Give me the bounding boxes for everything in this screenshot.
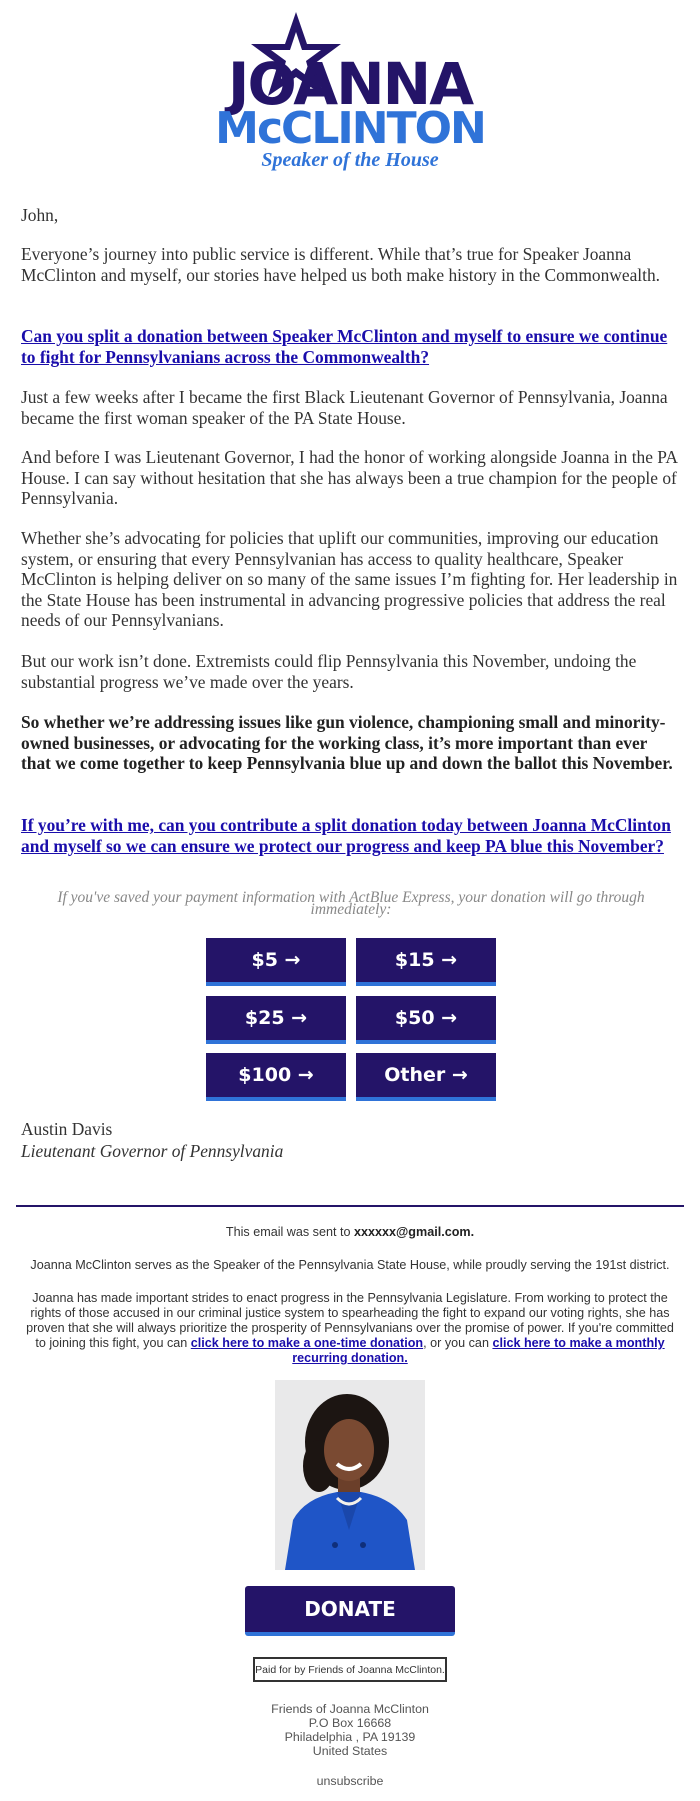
- donate-50-button[interactable]: $50 →: [356, 996, 496, 1044]
- paragraph-intro: Everyone’s journey into public service is different. While that’s true for Speaker Joanna McClinton and myself, our stories have helped us both make history in the Commonwealth.: [21, 244, 661, 285]
- logo-line2: McCLINTON: [215, 103, 485, 154]
- paragraph-history: Just a few weeks after I became the first Black Lieutenant Governor of Pennsylvania, Joanna became the first woman speaker of the PA State House.: [21, 387, 668, 428]
- paragraph-bold-appeal: So whether we’re addressing issues like gun violence, championing small and minority-owned businesses, or advocating for the working class, it’s more important than ever that we come together to keep Pennsylvania blue up and down the ballot this November.: [21, 712, 673, 773]
- strides-text: Joanna has made important strides to enact progress in the Pennsylvania Legislature. From working to protect the rights of those accused in our criminal justice system to spearheading the fight to expand our voting rights, she has proven that she will always prioritize the prosperity of Pennsylvanians over the promise of power. If you're committed to joining this fight, you can: [26, 1291, 674, 1350]
- paragraph-house: And before I was Lieutenant Governor, I had the honor of working alongside Joanna in the PA House. I can say without hesitation that she has always been a true champion for the people of Pennsylvania.: [21, 447, 677, 508]
- donation-link-paragraph-2: [21, 815, 681, 856]
- donate-100-button[interactable]: $100 →: [206, 1053, 346, 1101]
- footer-divider: [16, 1205, 684, 1207]
- actblue-express-note: If you've saved your payment information with ActBlue Express, your donation will go through immediately:: [57, 889, 645, 918]
- split-donation-link-2[interactable]: If you’re with me, can you contribute a split donation today between Joanna McClinton and myself so we can ensure we protect our progress and keep PA blue this November?: [21, 815, 671, 856]
- address-line-pobox: P.O Box 16668: [308, 1716, 392, 1730]
- address-line-country: United States: [312, 1744, 388, 1758]
- unsubscribe-link[interactable]: unsubscribe: [316, 1774, 384, 1788]
- logo-line1: JOANNA: [227, 50, 473, 118]
- monthly-donation-link[interactable]: click here to make a monthly recurring donation.: [292, 1336, 665, 1365]
- split-donation-link-1[interactable]: Can you split a donation between Speaker McClinton and myself to ensure we continue to fight for Pennsylvanians across the Commonwealth?: [21, 326, 668, 367]
- paid-for-disclaimer: Paid for by Friends of Joanna McClinton.: [253, 1657, 447, 1682]
- sent-to-line: [16, 1225, 684, 1240]
- or-text: , or you can: [423, 1336, 493, 1350]
- donate-25-button[interactable]: $25 →: [206, 996, 346, 1044]
- donation-link-paragraph-1: [21, 326, 681, 367]
- strides-paragraph: [20, 1291, 680, 1366]
- campaign-logo: [0, 0, 700, 180]
- joanna-mcclinton-photo: [275, 1380, 425, 1570]
- logo-tagline: Speaker of the House: [261, 149, 439, 171]
- sent-to-email: xxxxxx@gmail.com.: [354, 1225, 475, 1239]
- address-line-org: Friends of Joanna McClinton: [271, 1702, 429, 1716]
- speaker-serves-line: Joanna McClinton serves as the Speaker of the Pennsylvania State House, while proudly serving the 191st district.: [30, 1258, 670, 1272]
- donate-5-button[interactable]: $5 →: [206, 938, 346, 986]
- signature-name: Austin Davis: [21, 1119, 113, 1139]
- greeting: John,: [21, 205, 59, 225]
- one-time-donation-link[interactable]: click here to make a one-time donation: [190, 1336, 424, 1350]
- sent-to-prefix: This email was sent to: [225, 1225, 354, 1239]
- address-line-city: Philadelphia , PA 19139: [284, 1730, 416, 1744]
- paragraph-work-not-done: But our work isn’t done. Extremists could flip Pennsylvania this November, undoing the substantial progress we’ve made over the years.: [21, 651, 637, 692]
- paragraph-advocacy: Whether she’s advocating for policies that uplift our communities, improving our education system, or ensuring that every Pennsylvanian has access to quality healthcare, Speaker McClinton is helping deliver on so many of the same issues I’m fighting for. Her leadership in the State House has been instrumental in advancing progressive policies that address the real needs of our Pennsylvanians.: [21, 528, 678, 630]
- donate-other-button[interactable]: Other →: [356, 1053, 496, 1101]
- donate-button[interactable]: DONATE: [245, 1586, 455, 1636]
- signature-title: Lieutenant Governor of Pennsylvania: [21, 1141, 284, 1161]
- donate-15-button[interactable]: $15 →: [356, 938, 496, 986]
